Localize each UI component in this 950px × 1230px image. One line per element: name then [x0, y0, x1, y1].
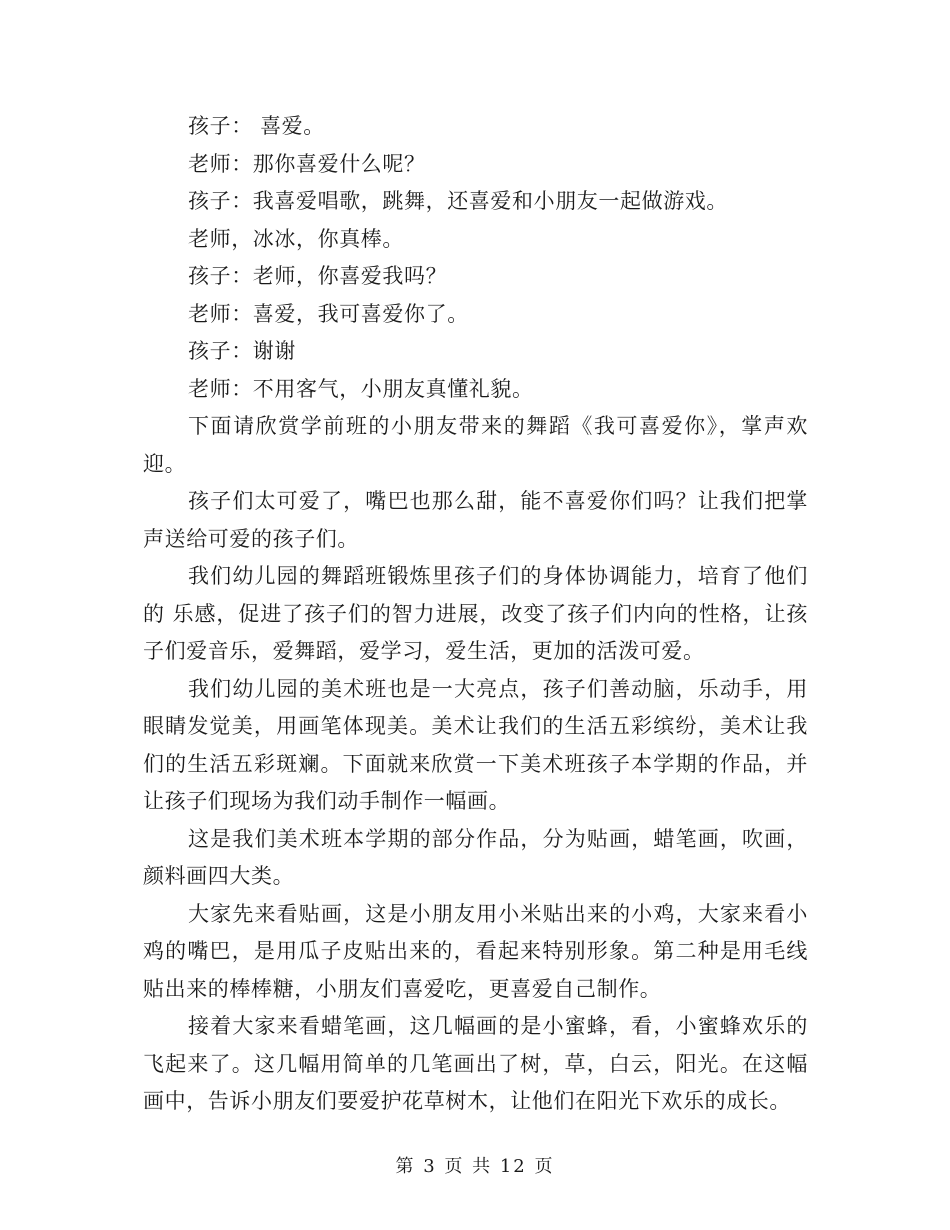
paragraph: 我们幼儿园的舞蹈班锻炼里孩子们的身体协调能力，培育了他们的 乐感，促进了孩子们的智力进展，改变了孩子们内向的性格，让孩子们爱音乐，爱舞蹈，爱学习，爱生活，更加的活泼可爱。	[143, 564, 808, 663]
paragraph: 孩子：老师，你喜爱我吗？	[188, 264, 448, 288]
paragraph: 接着大家来看蜡笔画，这几幅画的是小蜜蜂，看，小蜜蜂欢乐的飞起来了。这几幅用简单的几笔画出了树，草，白云，阳光。在这幅画中，告诉小朋友们要爱护花草树木，让他们在阳光下欢乐的成长。	[143, 1014, 808, 1113]
paragraph: 孩子： 喜爱。	[188, 114, 325, 138]
page-number-footer: 第 3 页 共 12 页	[395, 1156, 555, 1177]
paragraph: 我们幼儿园的美术班也是一大亮点，孩子们善动脑，乐动手，用眼睛发觉美，用画笔体现美。美术让我们的生活五彩缤纷，美术让我们的生活五彩斑斓。下面就来欣赏一下美术班孩子本学期的作品，并让孩子们现场为我们动手制作一幅画。	[143, 676, 808, 813]
paragraph: 老师，冰冰，你真棒。	[188, 226, 404, 251]
paragraph: 这是我们美术班本学期的部分作品，分为贴画，蜡笔画，吹画，颜料画四大类。	[143, 826, 808, 888]
document-body	[143, 108, 808, 1121]
paragraph: 大家先来看贴画，这是小朋友用小米贴出来的小鸡，大家来看小鸡的嘴巴，是用瓜子皮贴出来的，看起来特别形象。第二种是用毛线贴出来的棒棒糖，小朋友们喜爱吃，更喜爱自己制作。	[143, 901, 808, 1001]
paragraph: 下面请欣赏学前班的小朋友带来的舞蹈《我可喜爱你》，掌声欢迎。	[143, 414, 808, 476]
paragraph: 老师：喜爱，我可喜爱你了。	[188, 301, 469, 326]
paragraph: 老师：那你喜爱什么呢？	[188, 151, 426, 176]
paragraph: 孩子：谢谢	[188, 339, 296, 363]
paragraph: 孩子：我喜爱唱歌，跳舞，还喜爱和小朋友一起做游戏。	[188, 189, 728, 213]
paragraph: 老师：不用客气，小朋友真懂礼貌。	[188, 376, 534, 401]
paragraph: 孩子们太可爱了，嘴巴也那么甜，能不喜爱你们吗？让我们把掌声送给可爱的孩子们。	[143, 489, 808, 551]
